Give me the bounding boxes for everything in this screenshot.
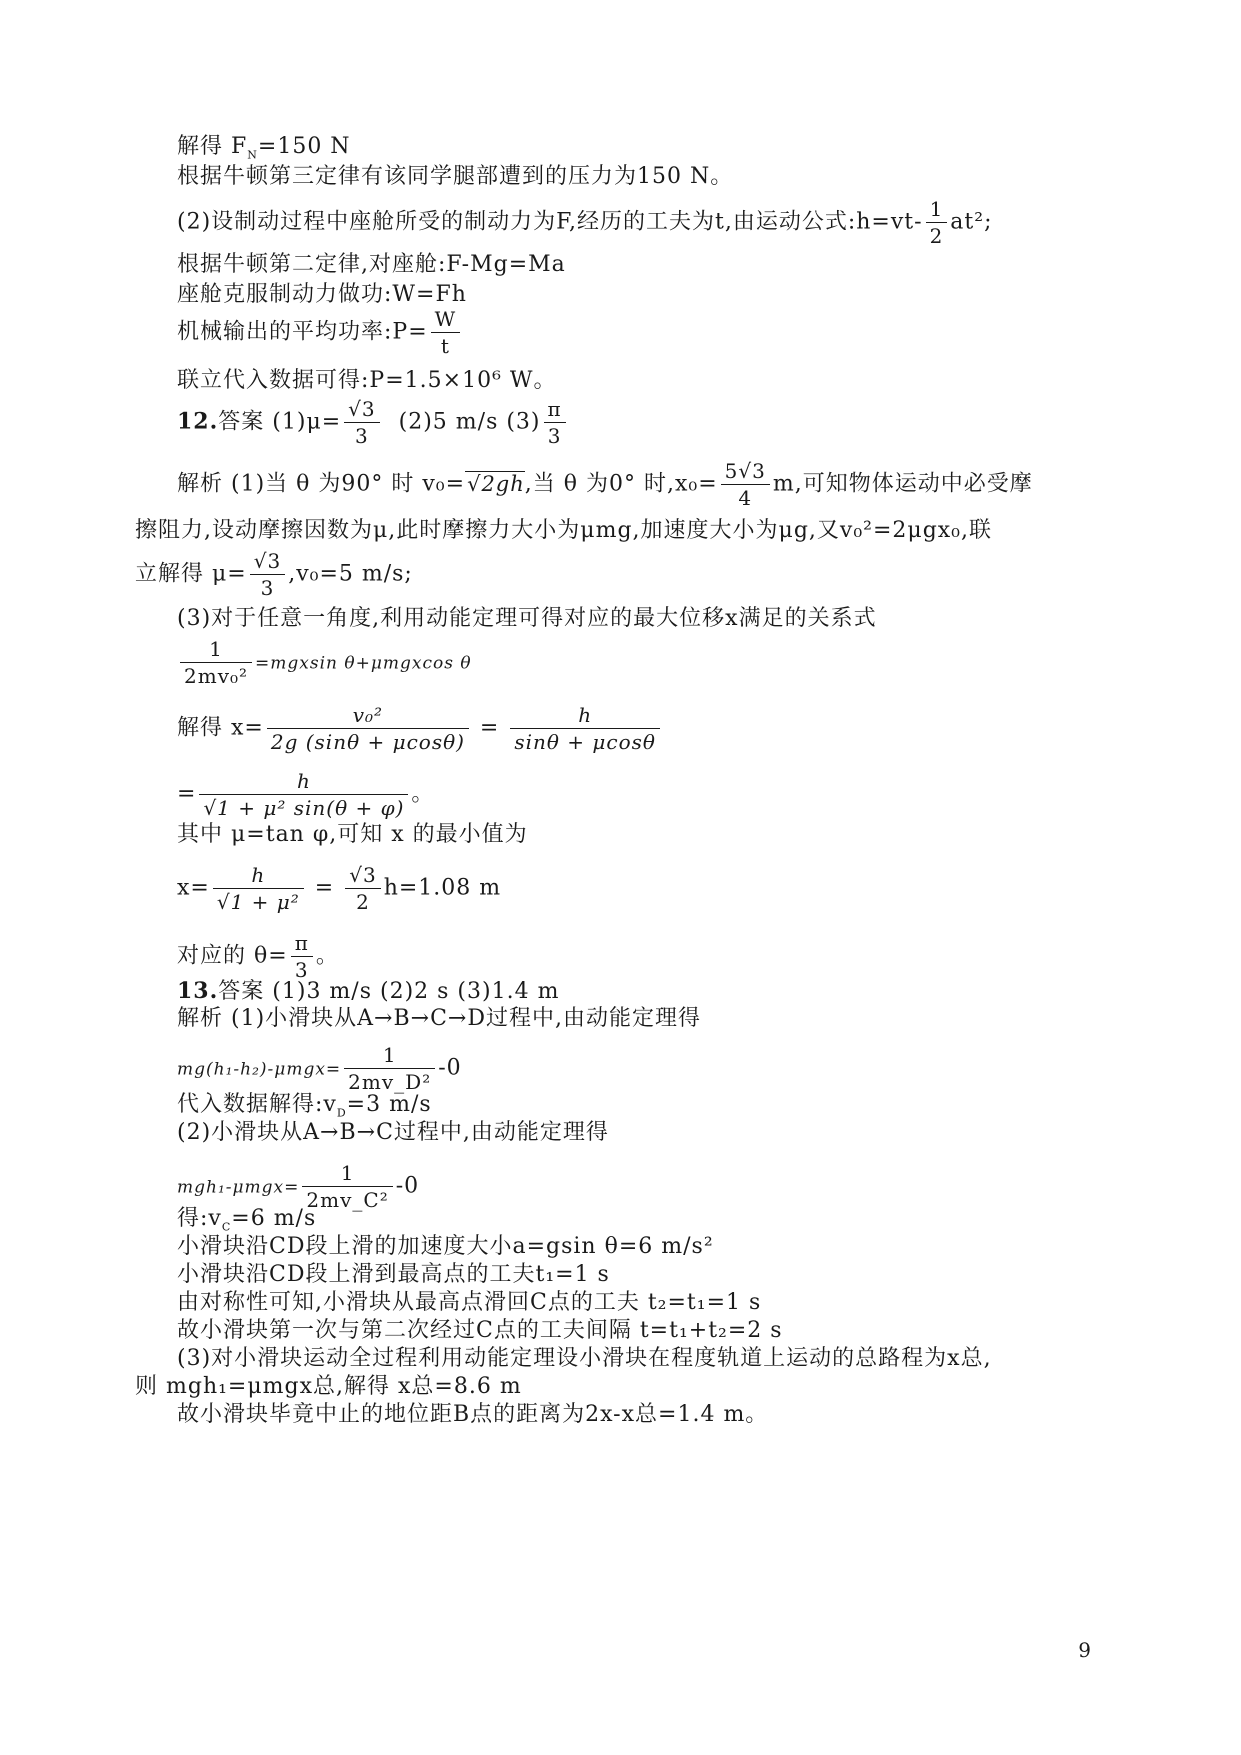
- q13-solution-line10: 故小滑块第一次与第二次经过C点的工夫间隔 t=t₁+t₂=2 s: [177, 1318, 783, 1343]
- line-power: [177, 306, 463, 359]
- q12-solution-line5: [177, 636, 472, 689]
- text: =mgxsin θ+μmgxcos θ: [255, 653, 472, 674]
- q12-solution-line2: 擦阻力,设动摩擦因数为μ,此时摩擦力大小为μmg,加速度大小为μg,又v₀²=2μgx₀,联: [135, 518, 992, 543]
- q13-solution-line9: 由对称性可知,小滑块从最高点滑回C点的工夫 t₂=t₁=1 s: [177, 1290, 762, 1315]
- q12-solution-line7: = $\frac{h}{\text{√1 + μ² sin(θ + φ)}}$ 。: [177, 769, 435, 820]
- fraction-x3: $\frac{h}{\text{√1 + μ² sin(θ + φ)}}$: [199, 768, 408, 821]
- text: 解析 (1)当 θ 为90° 时 v₀=: [177, 471, 466, 497]
- text: at²;: [950, 209, 993, 235]
- fraction-x1: $\frac{\text{v₀²}}{2g (\sin\theta + \mu\cos\theta)}$: [267, 702, 469, 755]
- text: 。: [315, 943, 339, 969]
- text: x=: [177, 875, 210, 901]
- fraction-5sqrt3-4: $\frac{5√3}{4}$: [721, 458, 770, 511]
- fraction-xmin: $\frac{h}{\text{√1 + μ²}}$: [213, 862, 304, 915]
- text: (2)设制动过程中座舱所受的制动力为F,经历的工夫为t,由运动公式:h=vt-: [177, 209, 923, 235]
- text: 对应的 θ=: [177, 943, 288, 969]
- q13-solution-line11: (3)对小滑块运动全过程利用动能定理设小滑块在程度轨道上运动的总路程为x总,: [177, 1346, 992, 1371]
- fraction-pi-3: $\frac{\pi}{3}$: [544, 396, 566, 449]
- q12-solution-line4: (3)对于任意一角度,利用动能定理可得对应的最大位移x满足的关系式: [177, 606, 877, 631]
- text: -0: [395, 1173, 420, 1199]
- q13-solution-line1: 解析 (1)小滑块从A→B→C→D过程中,由动能定理得: [177, 1006, 701, 1031]
- line-newton-third: 根据牛顿第三定律有该同学腿部遭到的压力为150 N。: [177, 164, 734, 189]
- question-number: 12.: [177, 408, 219, 435]
- q13-solution-line4: (2)小滑块从A→B→C过程中,由动能定理得: [177, 1120, 609, 1145]
- sqrt-2gh: √2gh: [467, 471, 525, 496]
- fraction-sqrt3-2: $\frac{√3}{2}$: [345, 862, 380, 915]
- q13-solution-line7: 小滑块沿CD段上滑的加速度大小a=gsin θ=6 m/s²: [177, 1234, 714, 1259]
- line-work: 座舱克服制动力做功:W=Fh: [177, 282, 467, 307]
- text: =6 m/s: [231, 1206, 317, 1231]
- text: 立解得 μ=: [135, 561, 247, 587]
- text: mgh₁-μmgx=: [177, 1177, 300, 1198]
- q12-solution-line9: x= $\frac{h}{\text{√1 + μ²}}$ = $\frac{√3}{2}$ h=1.08 m: [177, 863, 502, 914]
- q12-solution-line6: 解得 x= $\frac{\text{v₀²}}{2g (\sin\theta + \mu\cos\theta)}$ = $\frac{h}{\sin\theta + \mu\cos\theta}$: [177, 702, 663, 755]
- text: 答案 (1)3 m/s (2)2 s (3)1.4 m: [218, 979, 560, 1004]
- q12-answer: [177, 396, 569, 449]
- fraction-sqrt3-3: $\frac{√3}{3}$: [344, 396, 379, 449]
- subscript: D: [336, 1106, 347, 1120]
- q13-answer: [177, 976, 559, 1007]
- text: 机械输出的平均功率:P=: [177, 319, 428, 345]
- text: h=1.08 m: [383, 875, 502, 901]
- text: 解得 x=: [177, 715, 264, 741]
- text: =150 N: [257, 134, 351, 159]
- q12-solution-line3: [135, 548, 413, 601]
- q12-solution-line8: 其中 μ=tan φ,可知 x 的最小值为: [177, 822, 528, 847]
- page-number: 9: [1078, 1638, 1091, 1662]
- line-newton-second: 根据牛顿第二定律,对座舱:F-Mg=Ma: [177, 252, 566, 277]
- fraction-sqrt3-3: $\frac{√3}{3}$: [250, 548, 285, 601]
- text: 代入数据解得:v: [177, 1092, 337, 1117]
- text: 答案 (1)μ=: [218, 409, 342, 435]
- fraction-half: $\frac{1}{2}$: [926, 196, 948, 249]
- text: =3 m/s: [346, 1092, 432, 1117]
- q12-solution-line1: [177, 458, 1033, 511]
- fraction-pi-3: $\frac{\pi}{3}$: [291, 930, 313, 983]
- text: -0: [438, 1055, 462, 1081]
- text: (2)5 m/s (3): [398, 409, 541, 435]
- q13-solution-line2: [177, 1042, 462, 1095]
- text: 解得 F: [177, 134, 248, 159]
- fraction-x2: $\frac{h}{\sin\theta + \mu\cos\theta}$: [510, 702, 660, 755]
- text: ,v₀=5 m/s;: [288, 561, 413, 587]
- fraction-half-mvD: $\frac{1}{\text{2mv\_D²}}$: [344, 1042, 435, 1095]
- fraction-w-over-t: $\frac{W}{t}$: [431, 306, 461, 359]
- text: 得:v: [177, 1206, 222, 1231]
- subscript: N: [247, 148, 258, 162]
- q13-solution-line8: 小滑块沿CD段上滑到最高点的工夫t₁=1 s: [177, 1262, 610, 1287]
- line-braking: [177, 196, 993, 249]
- q13-solution-line12: 则 mgh₁=μmgx总,解得 x总=8.6 m: [135, 1374, 522, 1399]
- fraction-half-mv0: $\frac{1}{\text{2mv₀²}}$: [180, 636, 252, 689]
- text: mg(h₁-h₂)-μmgx=: [177, 1059, 342, 1080]
- fraction-half-mvC: $\frac{1}{\text{2mv\_C²}}$: [302, 1160, 392, 1213]
- text: 。: [411, 781, 435, 807]
- text: ,当 θ 为0° 时,x₀=: [524, 471, 718, 497]
- question-number: 13.: [177, 978, 219, 1004]
- subscript: C: [221, 1220, 232, 1234]
- text: m,可知物体运动中必受摩: [772, 471, 1033, 497]
- q13-solution-line13: 故小滑块毕竟中止的地位距B点的距离为2x-x总=1.4 m。: [177, 1402, 769, 1427]
- line-result-power: 联立代入数据可得:P=1.5×10⁶ W。: [177, 368, 557, 393]
